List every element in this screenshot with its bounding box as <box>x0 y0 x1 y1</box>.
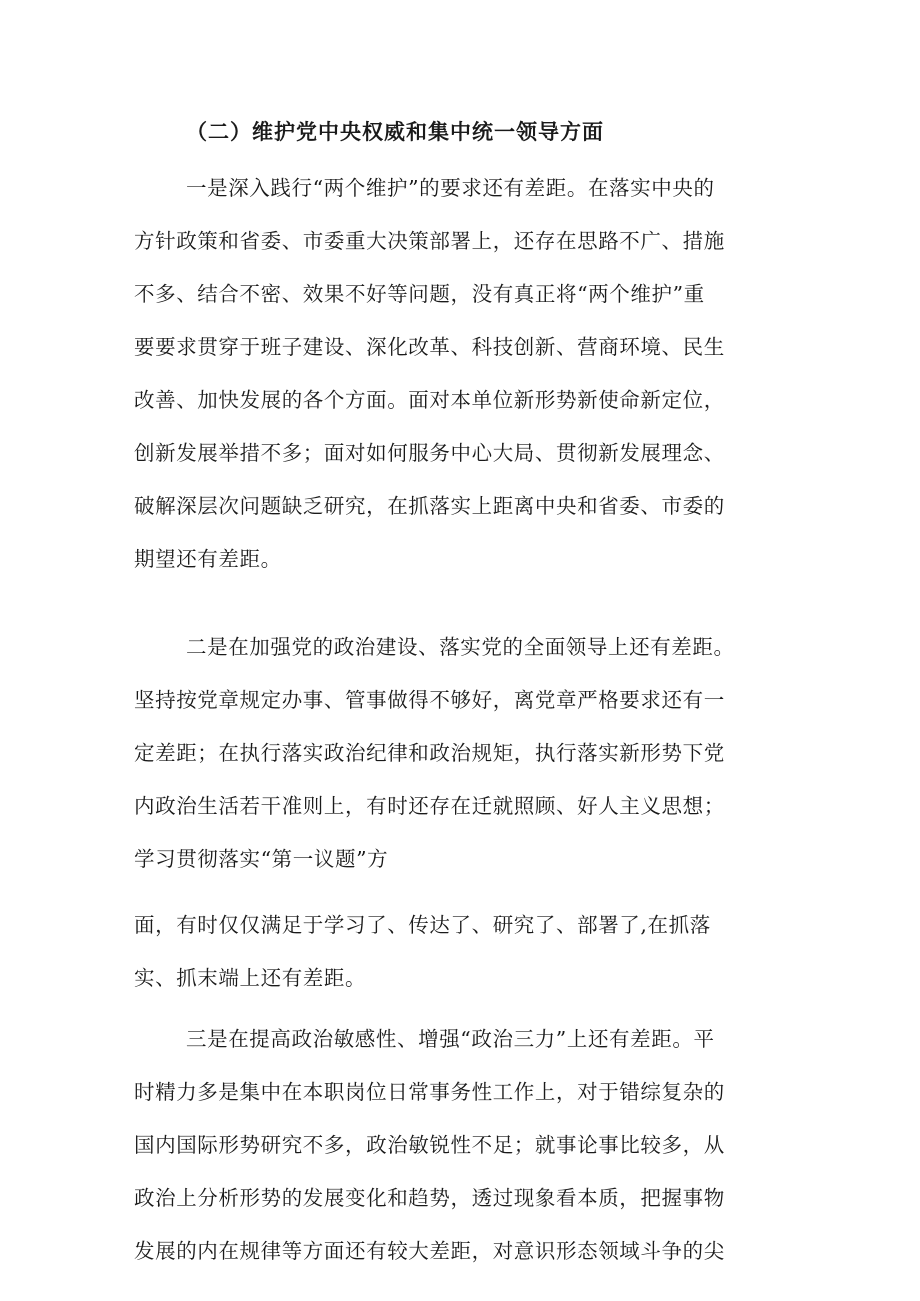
paragraph-4-line-1: 三是在提高政治敏感性、增强“政治三力”上还有差距。平 <box>186 1027 715 1051</box>
paragraph-2-line-5: 学习贯彻落实“第一议题”方 <box>134 847 389 871</box>
paragraph-2-line-4: 内政治生活若干准则上，有时还存在迁就照顾、好人主义思想； <box>134 794 725 818</box>
paragraph-2-line-2: 坚持按党章规定办事、管事做得不够好，离党章严格要求还有一 <box>134 688 725 712</box>
section-heading: （二）维护党中央权威和集中统一领导方面 <box>186 120 604 144</box>
paragraph-3-line-2: 实、抓末端上还有差距。 <box>134 966 367 990</box>
paragraph-1-line-8: 期望还有差距。 <box>134 547 282 571</box>
paragraph-1-line-6: 创新发展举措不多；面对如何服务中心大局、贯彻新发展理念、 <box>134 441 725 465</box>
paragraph-4-line-3: 国内国际形势研究不多，政治敏锐性不足；就事论事比较多，从 <box>134 1133 725 1157</box>
paragraph-4-line-4: 政治上分析形势的发展变化和趋势，透过现象看本质，把握事物 <box>134 1186 725 1210</box>
paragraph-4-line-2: 时精力多是集中在本职岗位日常事务性工作上，对于错综复杂的 <box>134 1080 725 1104</box>
paragraph-1-line-4: 要要求贯穿于班子建设、深化改革、科技创新、营商环境、民生 <box>134 335 725 359</box>
paragraph-2-line-1: 二是在加强党的政治建设、落实党的全面领导上还有差距。 <box>186 635 735 659</box>
paragraph-1-line-3: 不多、结合不密、效果不好等问题，没有真正将“两个维护”重 <box>134 282 705 306</box>
paragraph-4-line-5: 发展的内在规律等方面还有较大差距，对意识形态领域斗争的尖 <box>134 1239 725 1263</box>
paragraph-1-line-2: 方针政策和省委、市委重大决策部署上，还存在思路不广、措施 <box>134 229 725 253</box>
paragraph-1-line-1: 一是深入践行“两个维护”的要求还有差距。在落实中央的 <box>186 176 715 200</box>
paragraph-1-line-5: 改善、加快发展的各个方面。面对本单位新形势新使命新定位， <box>134 388 725 412</box>
paragraph-2-line-3: 定差距；在执行落实政治纪律和政治规矩，执行落实新形势下党 <box>134 741 725 765</box>
paragraph-3-line-1: 面，有时仅仅满足于学习了、传达了、研究了、部署了,在抓落 <box>134 913 711 937</box>
paragraph-1-line-7: 破解深层次问题缺乏研究，在抓落实上距离中央和省委、市委的 <box>134 494 725 518</box>
